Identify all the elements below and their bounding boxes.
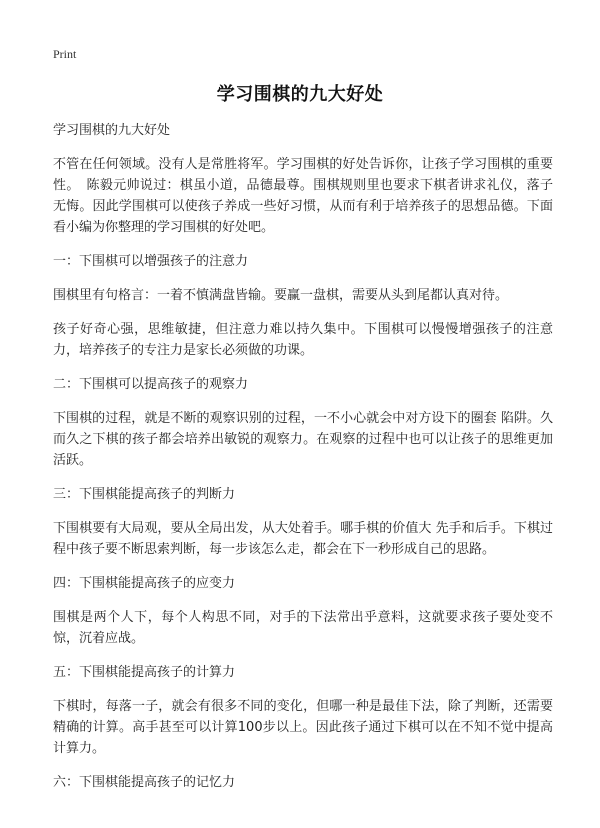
section-heading-1: 一：下围棋可以增强孩子的注意力 [53, 254, 249, 269]
intro-paragraph: 不管在任何领域。没有人是常胜将军。学习围棋的好处告诉你，让孩子学习围棋的重要性。 陈毅元帅说过：棋虽小道，品德最尊。围棋规则里也要求下棋者讲求礼仪，落子无悔。因此学围棋可以使孩子养成一些好习惯，从而有利于培养孩子的思想品德。下面看小编为你整理的学习围棋的好处吧。 [53, 157, 553, 235]
section-heading-4: 四：下围棋能提高孩子的应变力 [53, 576, 236, 591]
print-label: Print [53, 47, 77, 61]
section-heading-5: 五：下围棋能提高孩子的计算力 [53, 665, 236, 680]
section-heading-2: 二：下围棋可以提高孩子的观察力 [53, 377, 249, 392]
section-heading-6: 六：下围棋能提高孩子的记忆力 [53, 775, 236, 790]
section-heading-3: 三：下围棋能提高孩子的判断力 [53, 487, 236, 502]
section-4-paragraph-1: 围棋是两个人下，每个人构思不同，对手的下法常出乎意料，这就要求孩子要处变不惊，沉着应战。 [53, 610, 553, 646]
article-body [53, 120, 553, 806]
section-3-paragraph-1: 下围棋要有大局观，要从全局出发，从大处着手。哪手棋的价值大 先手和后手。下棋过程中孩子要不断思索判断，每一步该怎么走，都会在下一秒形成自己的思路。 [53, 521, 553, 557]
section-2-paragraph-1: 下围棋的过程，就是不断的观察识别的过程，一不小心就会中对方设下的圈套 陷阱。久而久之下棋的孩子都会培养出敏锐的观察力。在观察的过程中也可以让孩子的思维更加活跃。 [53, 411, 553, 468]
section-5-paragraph-1: 下棋时，每落一子，就会有很多不同的变化，但哪一种是最佳下法，除了判断，还需要精确的计算。高手甚至可以计算100步以上。因此孩子通过下棋可以在不知不觉中提高计算力。 [53, 699, 553, 756]
article-subtitle: 学习围棋的九大好处 [53, 123, 171, 138]
page-title: 学习围棋的九大好处 [216, 84, 384, 105]
section-1-paragraph-2: 孩子好奇心强，思维敏捷，但注意力难以持久集中。下围棋可以慢慢增强孩子的注意力，培养孩子的专注力是家长必须做的功课。 [53, 322, 553, 358]
section-1-paragraph-1: 围棋里有句格言：一着不慎满盘皆输。要赢一盘棋，需要从头到尾都认真对待。 [53, 288, 509, 303]
